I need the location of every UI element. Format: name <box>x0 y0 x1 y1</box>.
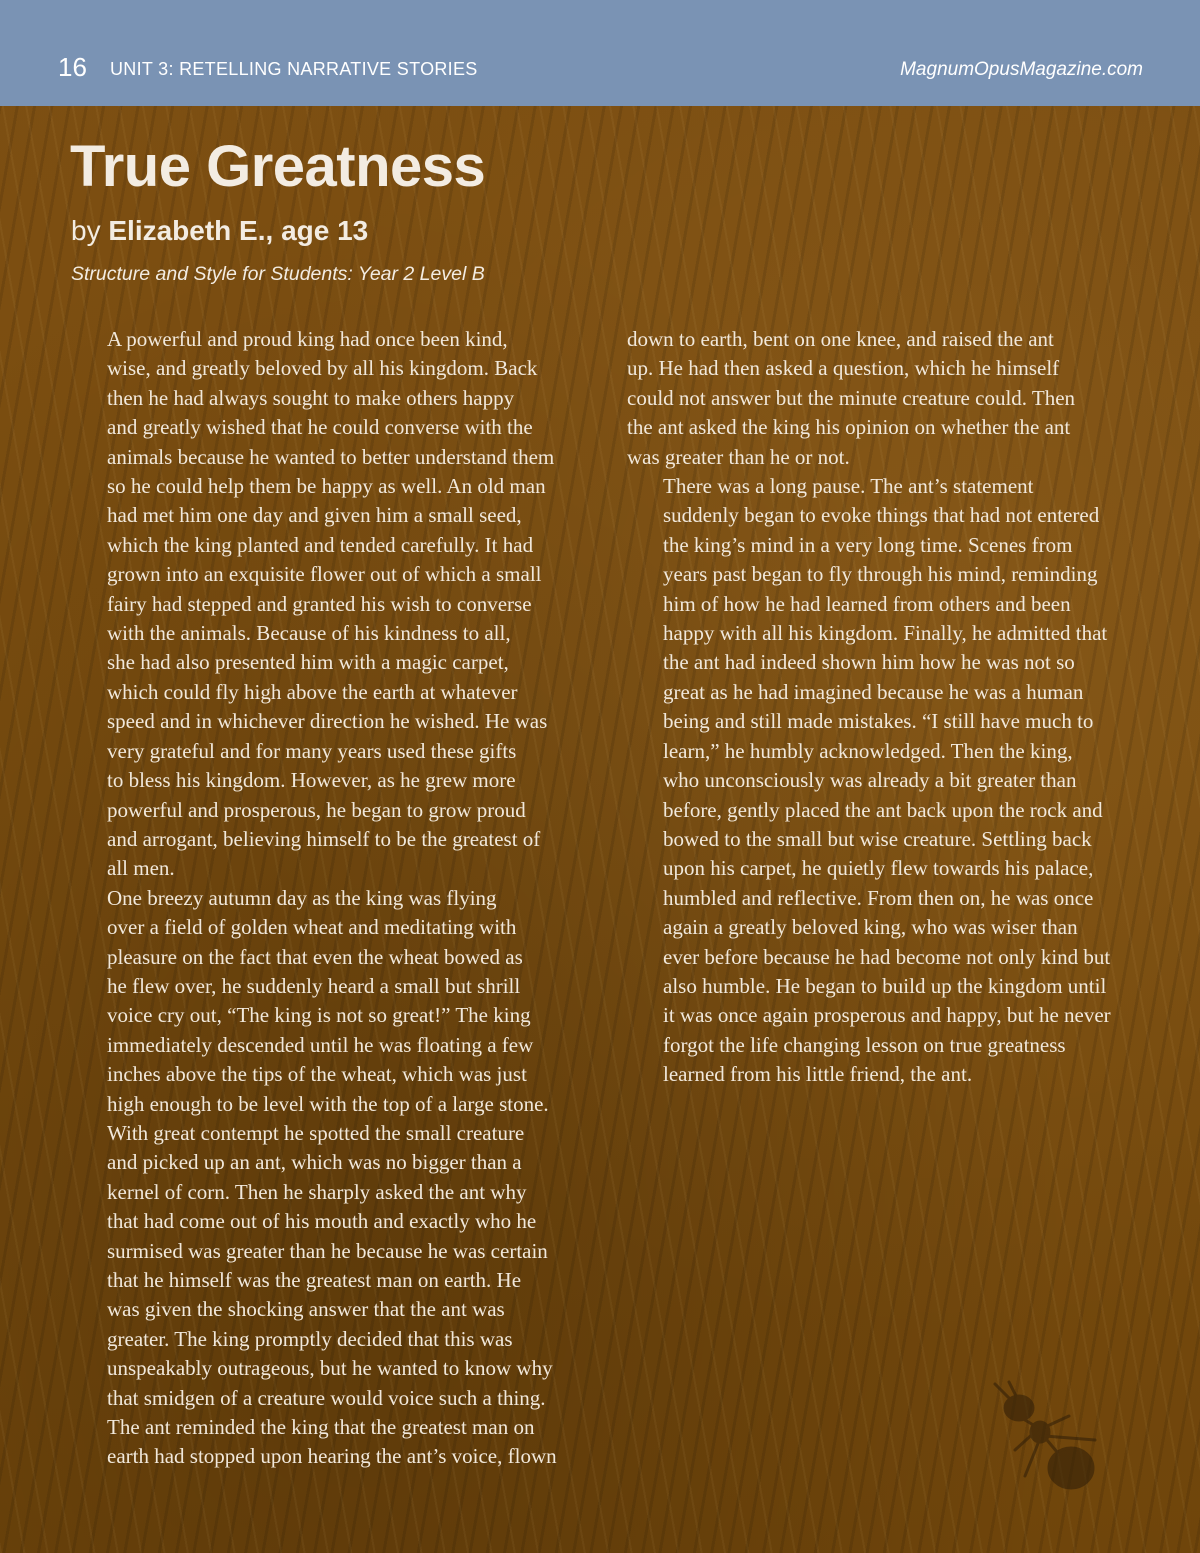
text-line: immediately descended until he was floating a few <box>107 1032 534 1057</box>
text-line: pleasure on the fact that even the wheat bowed as <box>107 944 523 969</box>
text-line: happy with all his kingdom. Finally, he admitted that <box>663 621 1108 646</box>
text-line: to bless his kingdom. However, as he grew more <box>107 768 516 793</box>
text-line: had met him one day and given him a small seed, <box>107 503 522 528</box>
text-line: before, gently placed the ant back upon the rock and <box>663 797 1103 822</box>
text-line: could not answer but the minute creature could. Then <box>627 385 1076 410</box>
text-line: surmised was greater than he because he was certain <box>107 1238 548 1263</box>
text-line: very grateful and for many years used these gifts <box>107 738 517 763</box>
page-number: 16 <box>58 52 87 82</box>
ant-icon <box>985 1380 1105 1500</box>
text-line: that smidgen of a creature would voice such a thing. <box>107 1385 546 1410</box>
curriculum-label: Structure and Style for Students: Year 2 Level B <box>71 263 485 285</box>
text-line: down to earth, bent on one knee, and raised the ant <box>627 327 1054 351</box>
text-line: learned from his little friend, the ant. <box>663 1062 973 1087</box>
text-line: animals because he wanted to better understand them <box>107 444 555 469</box>
text-line: he flew over, he suddenly heard a small but shrill <box>107 973 521 998</box>
text-line: which could fly high above the earth at whatever <box>107 679 518 704</box>
text-line: powerful and prosperous, he began to grow proud <box>107 797 526 822</box>
text-line: him of how he had learned from others and been <box>663 591 1071 616</box>
text-line: the king’s mind in a very long time. Scenes from <box>663 532 1073 557</box>
text-line: A powerful and proud king had once been kind, <box>107 327 508 351</box>
text-line: and picked up an ant, which was no bigger than a <box>107 1150 522 1175</box>
text-line: the ant had indeed shown him how he was not so <box>663 650 1075 675</box>
text-line: inches above the tips of the wheat, which was just <box>107 1062 527 1087</box>
article-column-left <box>71 325 576 1472</box>
text-line: high enough to be level with the top of a large stone. <box>107 1091 549 1116</box>
article-title: True Greatness <box>70 134 486 199</box>
text-line: up. He had then asked a question, which he himself <box>627 356 1060 381</box>
site-url: MagnumOpusMagazine.com <box>900 59 1143 80</box>
paragraph <box>627 472 1132 1090</box>
paragraph <box>71 884 576 1472</box>
text-line: forgot the life changing lesson on true greatness <box>663 1032 1066 1057</box>
text-line: being and still made mistakes. “I still have much to <box>663 709 1094 734</box>
text-line: years past began to fly through his mind, reminding <box>663 562 1098 587</box>
text-line: With great contempt he spotted the small creature <box>107 1120 525 1145</box>
unit-title: UNIT 3: RETELLING NARRATIVE STORIES <box>110 59 478 79</box>
text-line: kernel of corn. Then he sharply asked the ant why <box>107 1179 527 1204</box>
text-line: ever before because he had become not only kind but <box>663 944 1111 969</box>
text-line: One breezy autumn day as the king was flying <box>107 885 497 910</box>
text-line: it was once again prosperous and happy, but he never <box>663 1003 1111 1028</box>
text-line: over a field of golden wheat and meditating with <box>107 915 517 940</box>
text-line: fairy had stepped and granted his wish to converse <box>107 591 532 616</box>
text-line: was greater than he or not. <box>627 444 850 469</box>
text-line: voice cry out, “The king is not so great!” The king <box>107 1003 531 1028</box>
text-line: grown into an exquisite flower out of which a small <box>107 562 542 587</box>
text-line: great as he had imagined because he was a human <box>663 679 1084 704</box>
byline <box>71 215 368 247</box>
paragraph <box>71 325 576 884</box>
text-line: learn,” he humbly acknowledged. Then the king, <box>663 738 1073 763</box>
text-line: who unconsciously was already a bit greater than <box>663 768 1077 793</box>
text-line: that had come out of his mouth and exactly who he <box>107 1209 537 1234</box>
text-line: earth had stopped upon hearing the ant’s voice, flown <box>107 1444 557 1469</box>
text-line: the ant asked the king his opinion on whether the ant <box>627 415 1071 440</box>
text-line: upon his carpet, he quietly flew towards his palace, <box>663 856 1094 881</box>
text-line: also humble. He began to build up the kingdom until <box>663 973 1107 998</box>
text-line: was given the shocking answer that the ant was <box>107 1297 505 1322</box>
text-line: then he had always sought to make others happy <box>107 385 515 410</box>
text-line: suddenly began to evoke things that had not entered <box>663 503 1100 528</box>
page-header <box>0 0 1200 106</box>
text-line: The ant reminded the king that the greatest man on <box>107 1415 535 1440</box>
text-line: she had also presented him with a magic carpet, <box>107 650 509 675</box>
text-line: all men. <box>107 856 175 881</box>
text-line: again a greatly beloved king, who was wiser than <box>663 915 1078 940</box>
author-name: Elizabeth E., age 13 <box>108 215 369 246</box>
article-column-right <box>627 325 1132 1090</box>
text-line: and greatly wished that he could converse with the <box>107 415 533 440</box>
text-line: unspeakably outrageous, but he wanted to know why <box>107 1356 553 1381</box>
byline-prefix: by <box>71 215 109 246</box>
text-line: that he himself was the greatest man on earth. He <box>107 1268 522 1292</box>
text-line: which the king planted and tended carefully. It had <box>107 532 534 557</box>
text-line: There was a long pause. The ant’s statement <box>663 474 1034 499</box>
text-line: with the animals. Because of his kindness to all, <box>107 621 511 646</box>
text-line: so he could help them be happy as well. An old man <box>107 474 546 499</box>
text-line: humbled and reflective. From then on, he was once <box>663 885 1094 910</box>
text-line: greater. The king promptly decided that this was <box>107 1326 513 1351</box>
text-line: bowed to the small but wise creature. Settling back <box>663 826 1092 851</box>
text-line: and arrogant, believing himself to be the greatest of <box>107 826 541 851</box>
text-line: speed and in whichever direction he wished. He was <box>107 709 548 734</box>
text-line: wise, and greatly beloved by all his kingdom. Back <box>107 356 538 381</box>
paragraph <box>627 325 1132 472</box>
